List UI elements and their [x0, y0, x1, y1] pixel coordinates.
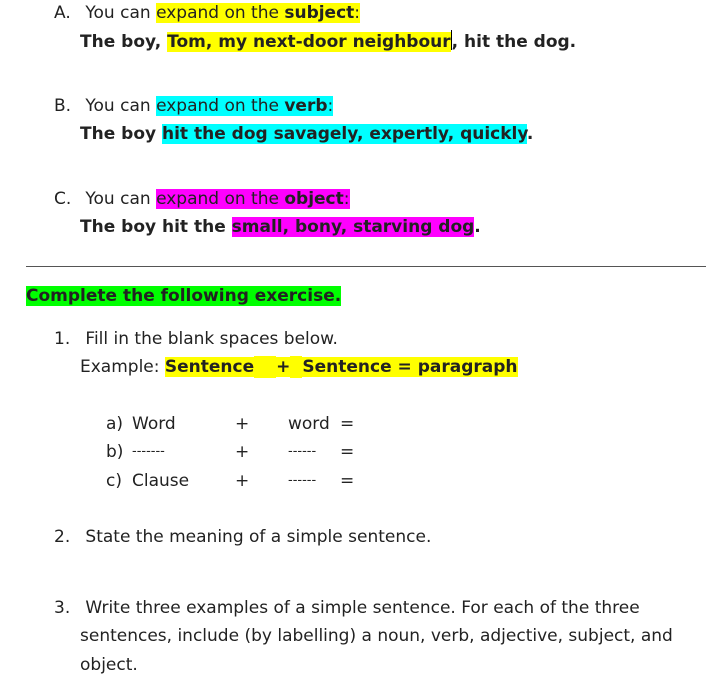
question-text: Fill in the blank spaces below.	[85, 329, 338, 349]
question-1	[54, 328, 338, 350]
example-plus: +	[276, 357, 291, 377]
question-text: State the meaning of a simple sentence.	[85, 527, 432, 547]
heading-prefix: You can	[85, 3, 157, 23]
example-start: The boy	[80, 124, 162, 144]
heading-prefix: You can	[85, 96, 157, 116]
row-label: b)	[106, 442, 124, 462]
highlight-end: :	[354, 3, 361, 23]
question-3	[54, 597, 640, 619]
question-text-line-1: Write three examples of a simple sentence. For each of the three	[85, 598, 640, 618]
question-3-line-3: object.	[80, 655, 138, 675]
example-sentence-a: Sentence	[164, 357, 255, 377]
exercise-title-line	[26, 285, 341, 307]
highlight-bold: subject	[284, 3, 355, 23]
row-equals: =	[340, 471, 355, 491]
question-number: 2.	[54, 527, 71, 547]
section-b-example	[80, 123, 533, 145]
highlight-end: :	[327, 96, 334, 116]
question-number: 3.	[54, 598, 71, 618]
row-equals: =	[340, 414, 355, 434]
example-start: The boy,	[80, 32, 168, 52]
question-2	[54, 526, 431, 548]
section-a-heading	[54, 2, 360, 24]
list-marker: A.	[54, 3, 71, 23]
list-marker: C.	[54, 189, 72, 209]
example-end: , hit the dog.	[451, 32, 577, 52]
section-c-example	[80, 216, 481, 238]
example-end: .	[526, 124, 534, 144]
example-gap-2	[290, 356, 302, 378]
question-1-example	[80, 356, 518, 378]
row-left: Word	[132, 414, 176, 434]
row-plus: +	[235, 471, 250, 491]
example-highlight: Tom, my next-door neighbour	[167, 32, 451, 52]
highlight-plain: expand on the	[156, 96, 285, 116]
row-label: a)	[106, 414, 124, 434]
row-plus: +	[235, 442, 250, 462]
highlight-bold: object	[284, 189, 344, 209]
example-gap	[254, 356, 276, 378]
example-label: Example:	[80, 357, 165, 377]
exercise-title: Complete the following exercise.	[26, 286, 342, 306]
section-b-heading	[54, 95, 333, 117]
highlight-bold: verb	[284, 96, 328, 116]
highlight-plain: expand on the	[156, 3, 285, 23]
row-left: -------	[132, 444, 165, 459]
question-number: 1.	[54, 329, 71, 349]
question-3-line-2: sentences, include (by labelling) a noun, verb, adjective, subject, and	[80, 626, 673, 646]
row-left: Clause	[132, 471, 190, 491]
row-right: ------	[288, 473, 317, 488]
example-highlight: hit the dog savagely, expertly, quickly	[162, 124, 527, 144]
row-plus: +	[235, 414, 250, 434]
section-c-heading	[54, 188, 350, 210]
row-right: ------	[288, 444, 317, 459]
heading-prefix: You can	[85, 189, 157, 209]
row-label: c)	[106, 471, 122, 491]
row-equals: =	[340, 442, 355, 462]
horizontal-divider	[26, 266, 706, 267]
example-highlight: small, bony, starving dog	[231, 217, 475, 237]
section-a-example	[80, 30, 576, 53]
example-sentence-b: Sentence = paragraph	[302, 357, 518, 377]
list-marker: B.	[54, 96, 72, 116]
highlight-plain: expand on the	[156, 189, 285, 209]
example-start: The boy hit the	[80, 217, 232, 237]
example-end: .	[474, 217, 481, 237]
row-right: word	[288, 414, 330, 434]
highlight-end: :	[343, 189, 350, 209]
